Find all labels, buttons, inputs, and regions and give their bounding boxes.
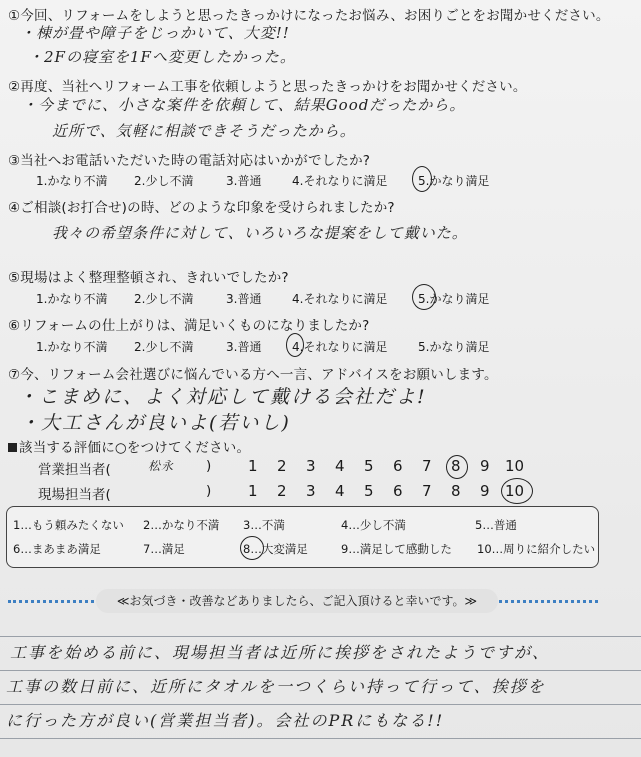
legend-9: 9…満足して感動した [341,542,452,556]
legend-7: 7…満足 [143,542,185,556]
ruled-line [0,670,641,671]
answer-7-line-1: ・こまめに、よく対応して戴ける会社だよ! [18,386,427,408]
sales-rep-label: 営業担当者( [38,462,111,478]
scale-6: 6 [393,482,403,500]
option-1: 1.かなり不満 [36,292,108,306]
scale-10: 10 [505,482,525,500]
option-4: 4.それなりに満足 [292,340,388,354]
scale-8: 8 [451,482,461,500]
option-5: 5.かなり満足 [418,340,490,354]
scale-2: 2 [277,457,287,475]
option-3: 3.普通 [226,174,262,188]
ruled-line [0,704,641,705]
sales-close-paren: ) [206,458,212,474]
scale-10: 10 [505,457,525,475]
question-5: ⑤現場はよく整理整頓され、きれいでしたか? [8,270,289,286]
site-close-paren: ) [206,483,212,499]
ruled-line [0,738,641,739]
scale-5: 5 [364,482,374,500]
sales-rep-name: 松永 [148,459,175,473]
question-3: ③当社へお電話いただいた時の電話対応はいかがでしたか? [8,153,371,169]
scale-3: 3 [306,482,316,500]
question-1: ①今回、リフォームをしようと思ったきっかけになったお悩み、お困りごとをお聞かせください。 [8,8,610,24]
site-rep-label: 現場担当者( [38,487,111,503]
answer-1-line-2: ・2Fの寝室を1Fへ変更したかった。 [28,48,296,66]
scale-4: 4 [335,457,345,475]
scale-7: 7 [422,457,432,475]
option-4: 4.それなりに満足 [292,292,388,306]
scale-2: 2 [277,482,287,500]
option-2: 2.少し不満 [134,292,194,306]
comment-line-3: に行った方が良い(営業担当者)。会社のPRにもなる!! [6,711,445,730]
scale-1: 1 [248,482,258,500]
sales-rating-circle [446,455,468,479]
option-3: 3.普通 [226,292,262,306]
option-5: 5.かなり満足 [418,292,490,306]
legend-4: 4…少し不満 [341,518,406,532]
scale-9: 9 [480,457,490,475]
selection-circle-q6 [286,333,304,357]
site-rating-circle [501,478,533,504]
rating-legend [6,506,599,568]
scale-9: 9 [480,482,490,500]
options-q5 [36,290,596,306]
option-2: 2.少し不満 [134,174,194,188]
answer-4-line-1: 我々の希望条件に対して、いろいろな提案をして戴いた。 [52,224,468,242]
legend-6: 6…まあまあ満足 [13,542,101,556]
legend-3: 3…不満 [243,518,285,532]
legend-1: 1…もう頼みたくない [13,518,124,532]
question-4: ④ご相談(お打合せ)の時、どのような印象を受けられましたか? [8,200,395,216]
rating-heading [8,436,250,456]
question-6: ⑥リフォームの仕上がりは、満足いくものになりましたか? [8,318,370,334]
option-1: 1.かなり不満 [36,340,108,354]
scale-6: 6 [393,457,403,475]
option-4: 4.それなりに満足 [292,174,388,188]
scale-5: 5 [364,457,374,475]
scale-1: 1 [248,457,258,475]
legend-10: 10…周りに紹介したい [477,542,596,556]
square-bullet-icon [8,443,17,452]
scale-7: 7 [422,482,432,500]
selection-circle-q3 [412,166,432,192]
legend-8: 8…大変満足 [243,542,308,556]
legend-2: 2…かなり不満 [143,518,220,532]
ruled-line [0,636,641,637]
answer-2-line-2: 近所で、気軽に相談できそうだったから。 [52,122,356,140]
comment-line-1: 工事を始める前に、現場担当者は近所に挨拶をされたようですが、 [10,643,551,662]
scale-4: 4 [335,482,345,500]
options-q3 [36,172,596,188]
option-2: 2.少し不満 [134,340,194,354]
answer-1-line-1: ・棟が畳や障子をじっかいて、大変!! [20,24,290,42]
option-5: 5.かなり満足 [418,174,490,188]
options-q6 [36,338,596,354]
scale-8: 8 [451,457,461,475]
question-7: ⑦今、リフォーム会社選びに悩んでいる方へ一言、アドバイスをお願いします。 [8,367,498,383]
legend-5: 5…普通 [475,518,517,532]
comment-banner: ≪お気づき・改善などありましたら、ご記入頂けると幸いです。≫ [96,589,498,613]
option-1: 1.かなり不満 [36,174,108,188]
selection-circle-q5 [412,284,436,310]
question-2: ②再度、当社へリフォーム工事を依頼しようと思ったきっかけをお聞かせください。 [8,79,527,95]
answer-7-line-2: ・大工さんが良いよ(若いし) [20,412,291,434]
legend-selection-circle [240,536,264,560]
answer-2-line-1: ・今までに、小さな案件を依頼して、結果Goodだったから。 [22,96,466,114]
scale-3: 3 [306,457,316,475]
option-3: 3.普通 [226,340,262,354]
comment-line-2: 工事の数日前に、近所にタオルを一つくらい持って行って、挨拶を [6,677,546,696]
rating-heading-text: 該当する評価に○をつけてください。 [19,440,251,456]
